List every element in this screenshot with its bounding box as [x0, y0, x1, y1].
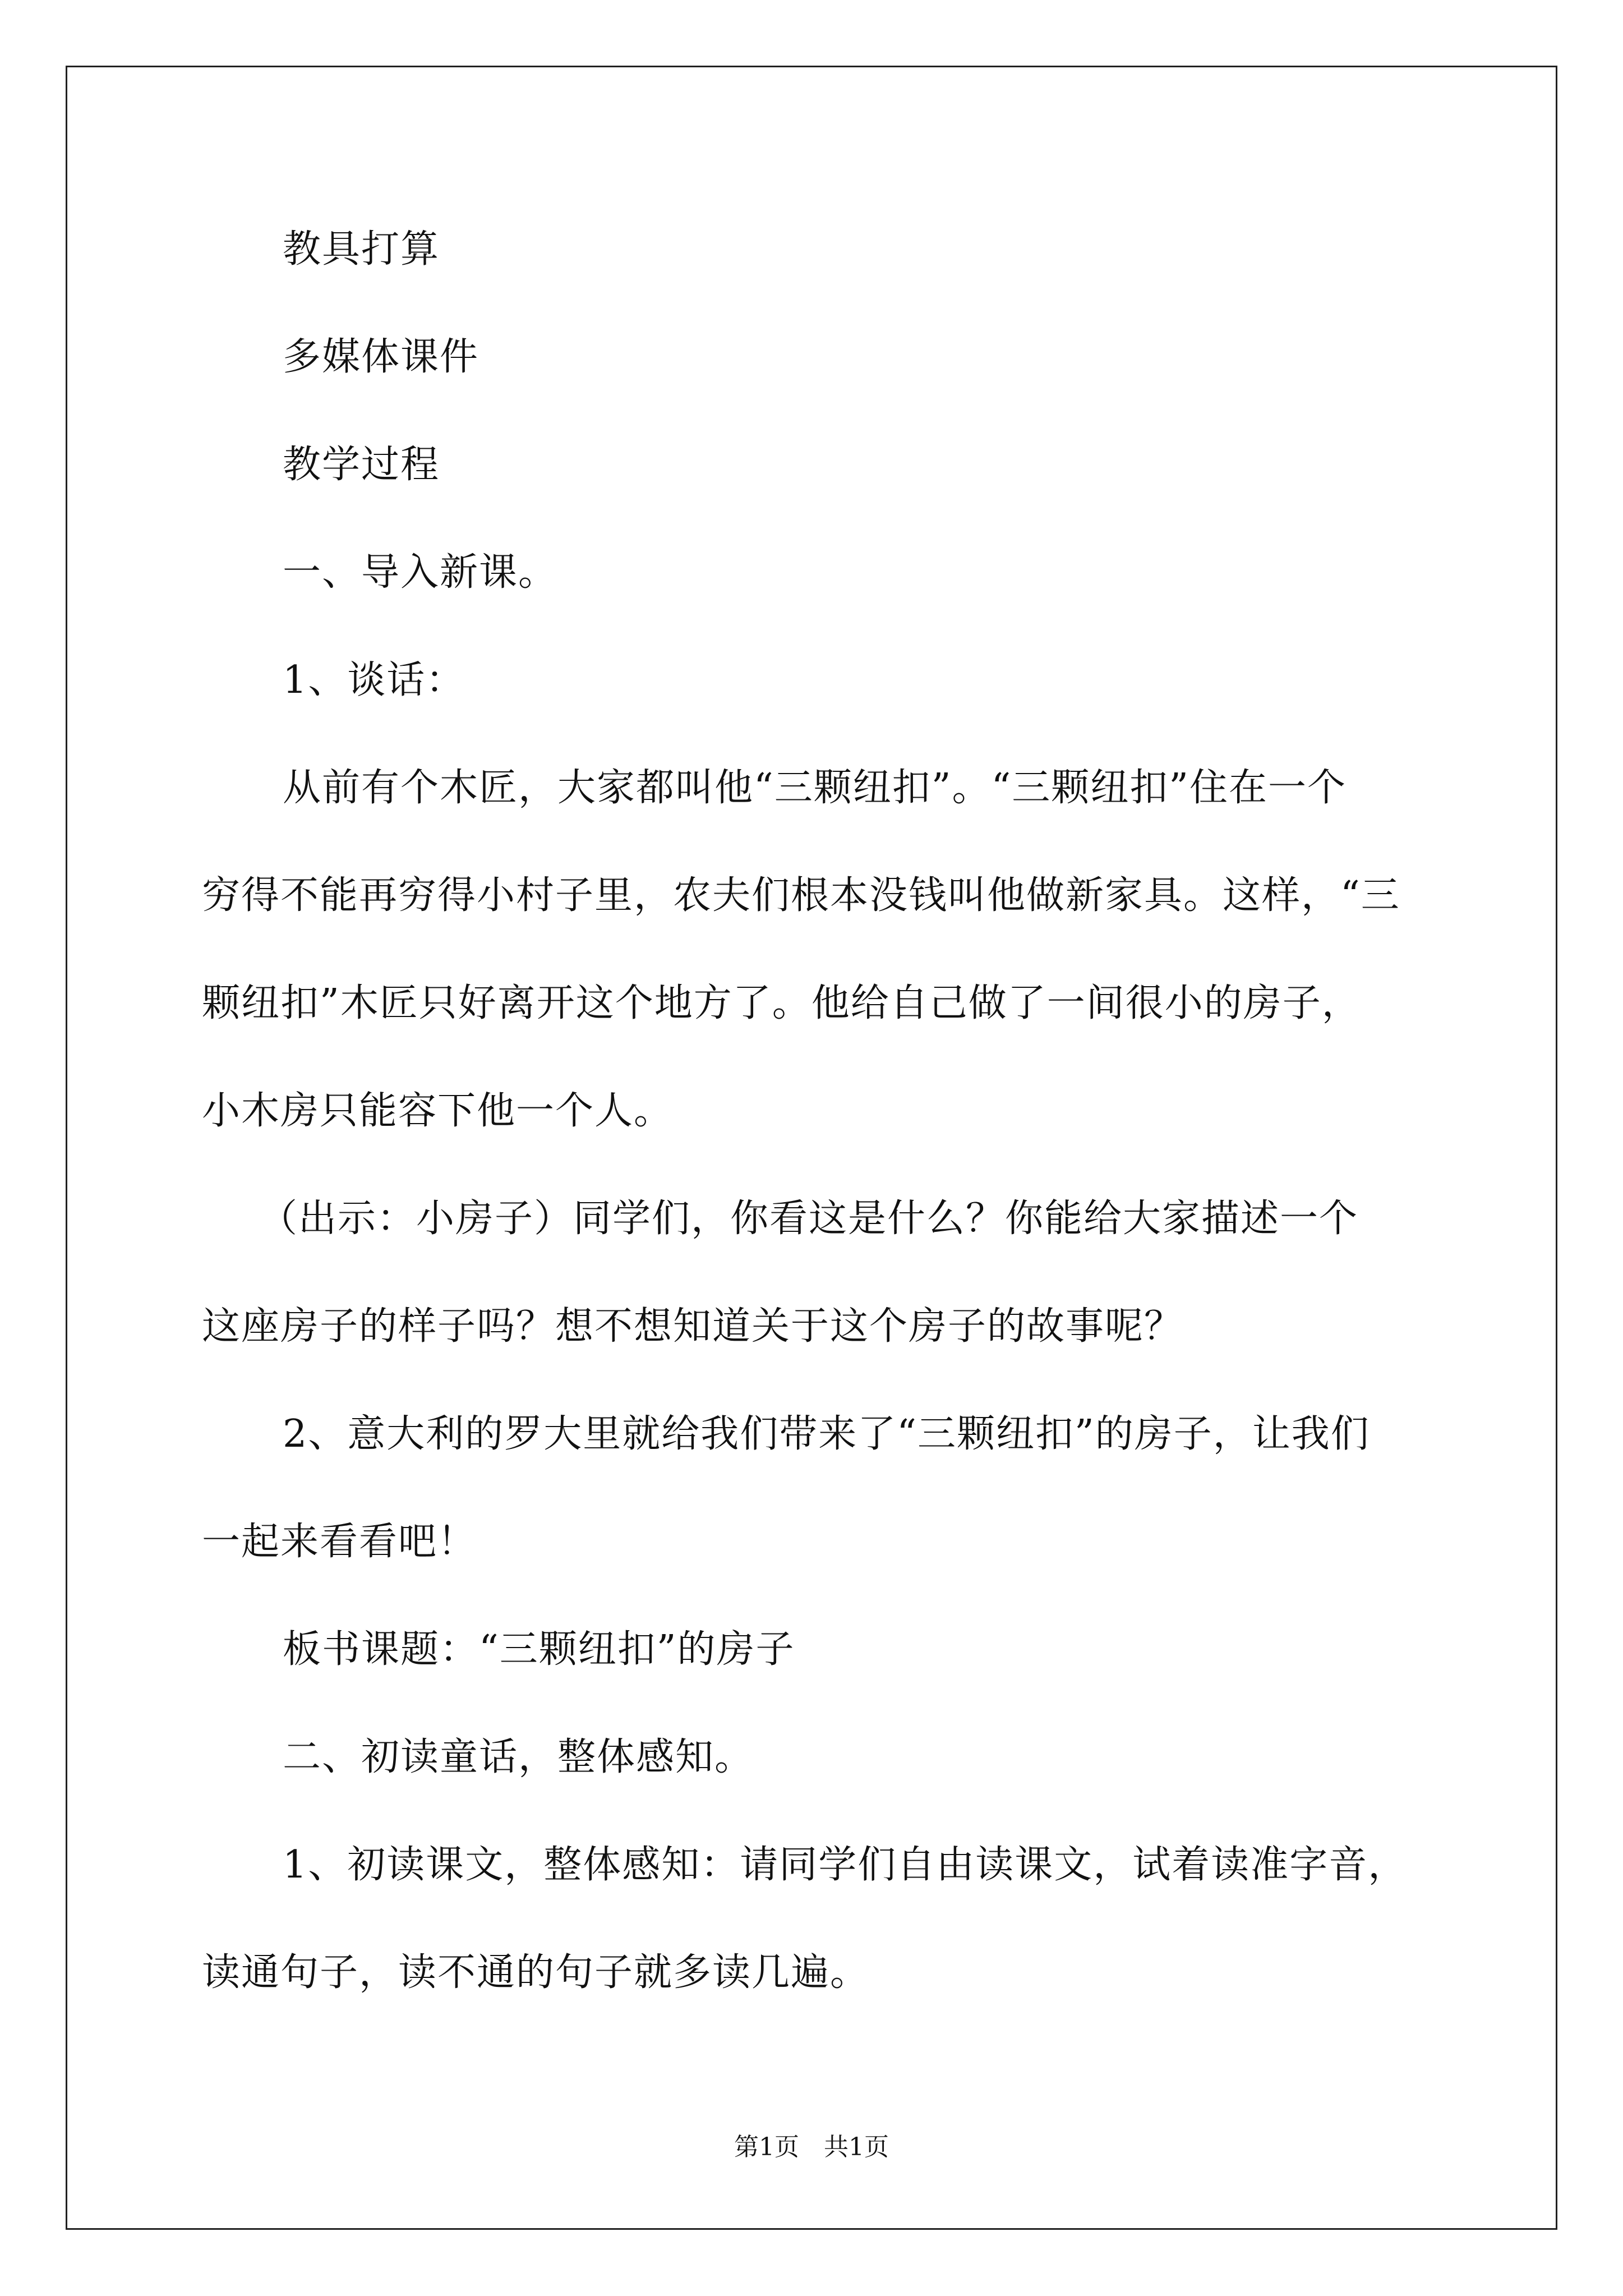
board-title: 板书课题：“三颗纽扣”的房子 — [283, 1627, 795, 1672]
paragraph-2-line-2: 这座房子的样子吗？想不想知道关于这个房子的故事呢？ — [202, 1304, 1184, 1349]
paragraph-3-line-1: 2、意大利的罗大里就给我们带来了“三颗纽扣”的房子，让我们 — [283, 1412, 1370, 1456]
paragraph-1-line-4: 小木房只能容下他一个人。 — [202, 1089, 674, 1133]
text-multimedia: 多媒体课件 — [283, 335, 479, 379]
page-footer: 第1页 共1页 — [734, 2133, 889, 2161]
paragraph-1-line-2: 穷得不能再穷得小村子里，农夫们根本没钱叫他做新家具。这样，“三 — [202, 873, 1400, 918]
paragraph-1-line-3: 颗纽扣”木匠只好离开这个地方了。他给自己做了一间很小的房子， — [202, 981, 1361, 1025]
page-border — [66, 66, 1557, 2230]
heading-teaching-aids: 教具打算 — [283, 227, 440, 272]
paragraph-4-line-2: 读通句子，读不通的句子就多读几遍。 — [202, 1950, 870, 1995]
section-1-title: 一、导入新课。 — [283, 550, 558, 595]
heading-teaching-process: 教学过程 — [283, 443, 440, 487]
paragraph-1-line-1: 从前有个木匠，大家都叫他“三颗纽扣”。“三颗纽扣”住在一个 — [283, 766, 1347, 810]
item-1-title: 1、谈话： — [283, 658, 465, 702]
paragraph-4-line-1: 1、初读课文，整体感知：请同学们自由读课文，试着读准字音， — [283, 1843, 1408, 1887]
section-2-title: 二、初读童话，整体感知。 — [283, 1735, 754, 1779]
paragraph-3-line-2: 一起来看看吧！ — [202, 1520, 477, 1564]
paragraph-2-line-1: （出示：小房子）同学们，你看这是什么？你能给大家描述一个 — [259, 1197, 1359, 1241]
